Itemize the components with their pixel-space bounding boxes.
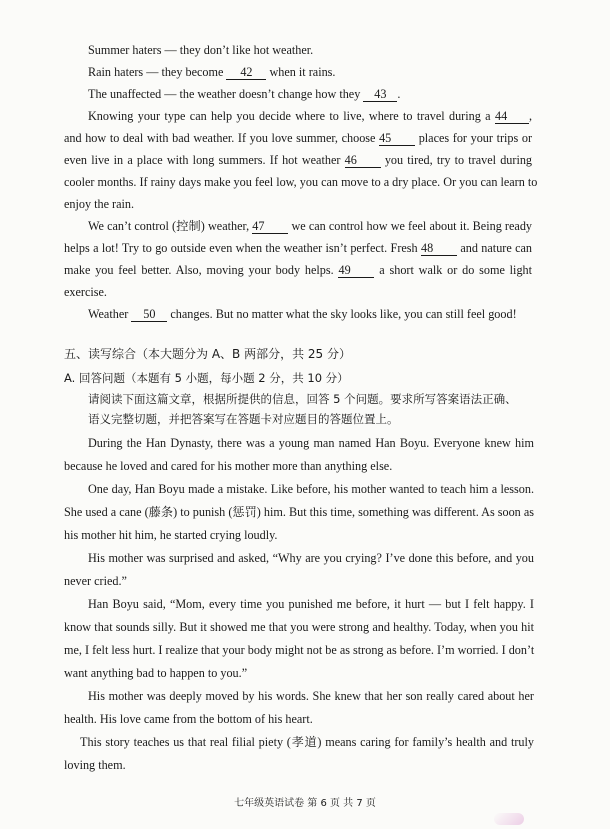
text: cooler months. If rainy days make you feel low, you can move to a dry place. Or you can learn to (64, 175, 538, 189)
story-line: never cried.” (64, 574, 127, 588)
story-line: want anything bad to happen to you.” (64, 666, 248, 680)
line (88, 86, 400, 102)
text: a short walk or do some light (379, 263, 533, 277)
story-line: because he loved and cared for his mother more than anything else. (64, 459, 393, 473)
story-line: his mother hit him, he started crying loudly. (64, 528, 278, 542)
line (88, 306, 517, 322)
story-line: health. His love came from the bottom of his heart. (64, 712, 313, 726)
line (64, 174, 538, 190)
story-line: His mother was deeply moved by his words. She knew that her son really cared about her (88, 689, 534, 703)
ink-smudge (494, 813, 524, 825)
text: helps a lot! Try to go outside even when the weather isn’t perfect. Fresh (64, 241, 418, 255)
line (64, 262, 532, 278)
line (64, 152, 532, 168)
blank-47: 47 (252, 220, 288, 234)
text: we can control how we feel about it. Being ready (291, 219, 533, 233)
text: places for your trips or (418, 131, 533, 145)
text: and how to deal with bad weather. If you love summer, choose (64, 131, 376, 145)
instruction-line: 请阅读下面这篇文章，根据所提供的信息，回答 5 个问题。要求所写答案语法正确、 (88, 392, 517, 406)
line (88, 42, 313, 58)
text: changes. But no matter what the sky looks like, you can still feel good! (170, 307, 517, 321)
blank-43: 43 (363, 88, 397, 102)
line (64, 240, 532, 256)
blank-45: 45 (379, 132, 415, 146)
line (88, 108, 532, 124)
line (64, 196, 134, 212)
section-heading: 五、读写综合（本大题分为 A、B 两部分，共 25 分） (64, 347, 351, 361)
line (64, 284, 107, 300)
text: We can’t control (控制) weather, (88, 219, 250, 233)
blank-44: 44 (495, 110, 529, 124)
story-line: During the Han Dynasty, there was a young man named Han Boyu. Everyone knew him (88, 436, 534, 450)
text: Rain haters — they become (88, 65, 224, 79)
blank-50: 50 (131, 308, 167, 322)
line (88, 64, 335, 80)
blank-49: 49 (338, 264, 374, 278)
text: Weather (88, 307, 129, 321)
story-line: me, I felt less hurt. I realize that your body might not be as strong as before. I’m worried. I don’t (64, 643, 535, 657)
story-line: Han Boyu said, “Mom, every time you punished me before, it hurt — but I felt happy. I (88, 597, 534, 611)
text: enjoy the rain. (64, 197, 135, 211)
story-line: One day, Han Boyu made a mistake. Like before, his mother wanted to teach him a lesson. (88, 482, 534, 496)
text: The unaffected — the weather doesn’t change how they (88, 87, 361, 101)
text: exercise. (64, 285, 107, 299)
blank-46: 46 (345, 154, 381, 168)
page-footer: 七年级英语试卷 第 6 页 共 7 页 (234, 798, 376, 809)
story-line: loving them. (64, 758, 126, 772)
blank-48: 48 (421, 242, 457, 256)
story-line: This story teaches us that real filial piety (孝道) means caring for family’s health and truly (80, 735, 534, 749)
instruction-line: 语义完整切题，并把答案写在答题卡对应题目的答题位置上。 (88, 412, 399, 426)
story-line: know that sounds silly. But it showed me that you were strong and healthy. Today, when you hit (64, 620, 534, 634)
text: , (528, 109, 533, 123)
text: you tired, try to travel during (384, 153, 533, 167)
line (64, 130, 532, 146)
text: and nature can (460, 241, 533, 255)
story-line: She used a cane (藤条) to punish (惩罚) him. But this time, something was different. As soon as (64, 505, 534, 519)
story-line: His mother was surprised and asked, “Why are you crying? I’ve done this before, and you (88, 551, 534, 565)
text: . (397, 87, 401, 101)
text: Knowing your type can help you decide where to live, where to travel during a (88, 109, 491, 123)
text: Summer haters — they don’t like hot weather. (88, 43, 314, 57)
text: even live in a place with long summers. If hot weather (64, 153, 341, 167)
part-a-title: A. 回答问题（本题有 5 小题，每小题 2 分，共 10 分） (64, 371, 349, 385)
text: make you feel better. Also, moving your body helps. (64, 263, 334, 277)
blank-42: 42 (226, 66, 266, 80)
text: when it rains. (269, 65, 336, 79)
line (88, 218, 532, 234)
